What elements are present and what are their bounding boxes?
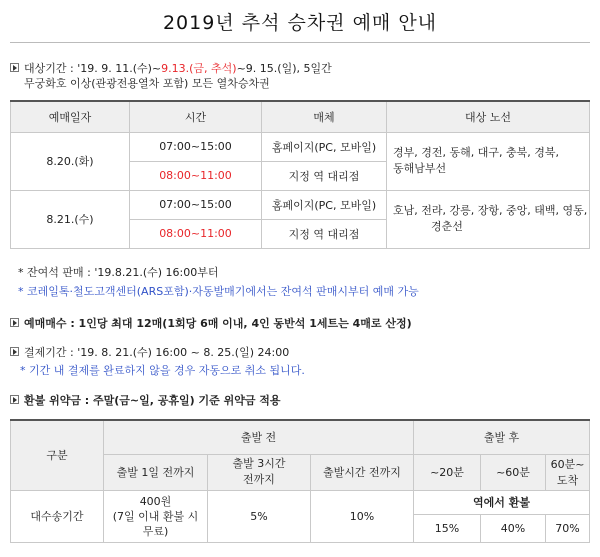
bullet-arrow-icon: [10, 63, 19, 72]
bullet-arrow-icon: [10, 395, 19, 404]
header-category: 구분: [11, 420, 104, 490]
val-after-60min: 40%: [481, 514, 546, 542]
period-line: [24, 60, 332, 76]
col-after-20min: ~20분: [414, 454, 481, 490]
routes-cell: [387, 190, 590, 248]
remain-note: * 잔여석 판매 : '19.8.21.(수) 16:00부터: [18, 266, 219, 279]
bullet-arrow-icon: [10, 347, 19, 356]
korail-note: * 코레일톡·철도고객센터(ARS포함)·자동발매기에서는 잔여석 판매시부터 예매 가능: [18, 285, 419, 298]
bullet-arrow-icon: [10, 318, 19, 327]
time-web: 07:00~15:00: [130, 190, 262, 219]
routes-line: 경춘선: [431, 220, 463, 233]
media-web: 홈페이지(PC, 모바일): [262, 190, 387, 219]
period-label: 대상기간 :: [24, 62, 78, 75]
col-after-60min: ~60분: [481, 454, 546, 490]
period-post: ~9. 15.(일), 5일간: [236, 62, 332, 75]
media-agency: 지정 역 대리점: [262, 219, 387, 248]
period-highlight: 9.13.(금, 추석): [161, 62, 237, 75]
refund-penalty-table: [10, 419, 590, 543]
refund-title: 환불 위약금 : 주말(금~일, 공휴일) 기준 위약금 적용: [24, 394, 281, 407]
station-refund-label: 역에서 환불: [414, 490, 590, 514]
remain-note-text: 잔여석 판매 : '19.8.21.(수) 16:00부터: [27, 266, 219, 279]
val-before-departure: 10%: [311, 490, 414, 542]
media-web: 홈페이지(PC, 모바일): [262, 132, 387, 161]
header-time: 시간: [130, 101, 262, 132]
time-agency: 08:00~11:00: [130, 161, 262, 190]
routes-line: 동해남부선: [393, 162, 447, 175]
korail-note-text: 코레일톡·철도고객센터(ARS포함)·자동발매기에서는 잔여석 판매시부터 예매 가능: [27, 285, 419, 298]
header-before-departure: 출발 전: [104, 420, 414, 454]
page-title: 2019년 추석 승차권 예매 안내: [162, 12, 438, 34]
row-date: 8.21.(수): [11, 190, 130, 248]
header-after-departure: 출발 후: [414, 420, 590, 454]
val-before-3hours: 5%: [208, 490, 311, 542]
col-after-arrival: 60분~도착: [546, 454, 590, 490]
val-after-20min: 15%: [414, 514, 481, 542]
header-date: 예매일자: [11, 101, 130, 132]
payment-note: * 기간 내 결제를 완료하지 않을 경우 자동으로 취소 됩니다.: [20, 364, 305, 377]
val-after-arrival: 70%: [546, 514, 590, 542]
reservation-schedule-table: [10, 100, 590, 249]
val-before-1day: 400원 (7일 이내 환불 시 무료): [104, 490, 208, 542]
col-before-1day: 출발 1일 전까지: [104, 454, 208, 490]
period-sub: 무궁화호 이상(관광전용열차 포함) 모든 열차승차권: [24, 77, 270, 90]
col-before-departure: 출발시간 전까지: [311, 454, 414, 490]
time-agency: 08:00~11:00: [130, 219, 262, 248]
row-date: 8.20.(화): [11, 132, 130, 190]
limit-text: 예매매수 : 1인당 최대 12매(1회당 6매 이내, 4인 동반석 1세트는 4매로 산정): [24, 317, 412, 330]
header-media: 매체: [262, 101, 387, 132]
routes-line: 경부, 경전, 동해, 대구, 충북, 경북,: [393, 146, 559, 159]
header-routes: 대상 노선: [387, 101, 590, 132]
row-label: 대수송기간: [11, 490, 104, 542]
period-pre: '19. 9. 11.(수)~: [77, 62, 162, 75]
payment-note-text: 기간 내 결제를 완료하지 않을 경우 자동으로 취소 됩니다.: [29, 364, 305, 377]
payment-text: 결제기간 : '19. 8. 21.(수) 16:00 ~ 8. 25.(일) 24:00: [24, 346, 290, 359]
time-web: 07:00~15:00: [130, 132, 262, 161]
media-agency: 지정 역 대리점: [262, 161, 387, 190]
routes-cell: [387, 132, 590, 190]
col-before-3hours: 출발 3시간 전까지: [208, 454, 311, 490]
routes-line: 호남, 전라, 강릉, 장항, 중앙, 태백, 영동,: [393, 204, 588, 217]
title-divider: [10, 42, 590, 43]
